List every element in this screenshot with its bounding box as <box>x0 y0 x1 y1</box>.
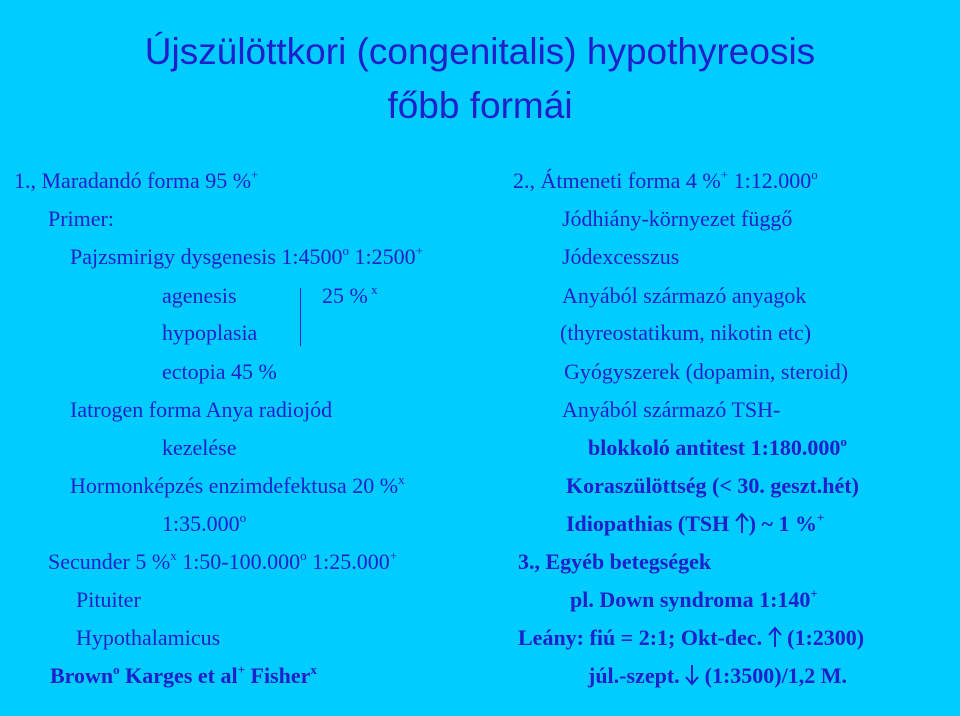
left-line-ectopia: ectopia 45 % <box>162 359 277 384</box>
left-line-authors: Brown$^o$ Karges et al+ Fisher$^x$ <box>50 662 317 688</box>
left-line-pituitary: Pituiter <box>76 587 141 612</box>
arrow-down-icon <box>685 664 699 686</box>
right-line-other-diseases: 3., Egyéb betegségek <box>518 549 712 574</box>
right-line-iodine-excess: Jódexcesszus <box>562 244 680 269</box>
right-line-prematurity: Koraszülöttség (< 30. geszt.hét) <box>566 473 859 498</box>
arrow-up-icon <box>735 512 749 534</box>
left-line-permanent-form: 1., Maradandó forma 95 %+ <box>14 167 259 193</box>
left-line-agenesis-percent: 25 % $^x$ <box>322 282 378 308</box>
left-line-iatrogen: Iatrogen forma Anya radiojód <box>70 397 333 422</box>
right-line-maternal-substances: Anyából származó anyagok <box>562 283 807 308</box>
left-line-agenesis: agenesis <box>162 283 237 308</box>
slide-title-line1: Újszülöttkori (congenitalis) hypothyreosis <box>144 31 816 72</box>
left-line-hypoplasia: hypoplasia <box>162 320 258 345</box>
right-line-thyreostatic: (thyreostatikum, nikotin etc) <box>560 320 812 345</box>
right-line-summer-months: júl.-szept. (1:3500)/1,2 M. <box>588 663 848 688</box>
left-line-secondary: Secunder 5 %$^x$ 1:50-100.000$^o$ 1:25.000+ <box>48 548 398 574</box>
right-line-transient-form: 2., Átmeneti forma 4 %+ 1:12.000$^o$ <box>513 167 818 193</box>
left-line-dysgenesis: Pajzsmirigy dysgenesis 1:4500$^o$ 1:2500+ <box>70 243 424 269</box>
slide-title-line2: főbb formái <box>387 85 573 126</box>
right-line-iodine-deficiency: Jódhiány-környezet függő <box>562 206 793 231</box>
left-line-hormone-defect: Hormonképzés enzimdefektusa 20 %$^x$ <box>70 472 405 498</box>
right-line-sex-ratio: Leány: fiú = 2:1; Okt-dec. (1:2300) <box>518 625 865 650</box>
left-line-primary: Primer: <box>48 206 114 231</box>
bracket-line <box>300 288 301 346</box>
left-line-ratio: 1:35.000$^o$ <box>162 510 247 536</box>
right-line-drugs: Gyógyszerek (dopamin, steroid) <box>564 359 849 384</box>
arrow-up-icon <box>768 626 782 648</box>
left-line-hypothalamic: Hypothalamicus <box>76 625 221 650</box>
left-line-treatment: kezelése <box>162 435 237 460</box>
right-line-blocking-antibody: blokkoló antitest 1:180.000$^o$ <box>588 434 847 460</box>
right-line-idiopathic: Idiopathias (TSH ) ~ 1 %+ <box>566 510 825 536</box>
right-line-down-syndrome: pl. Down syndroma 1:140+ <box>570 586 818 612</box>
right-line-maternal-tsh: Anyából származó TSH- <box>562 397 781 422</box>
